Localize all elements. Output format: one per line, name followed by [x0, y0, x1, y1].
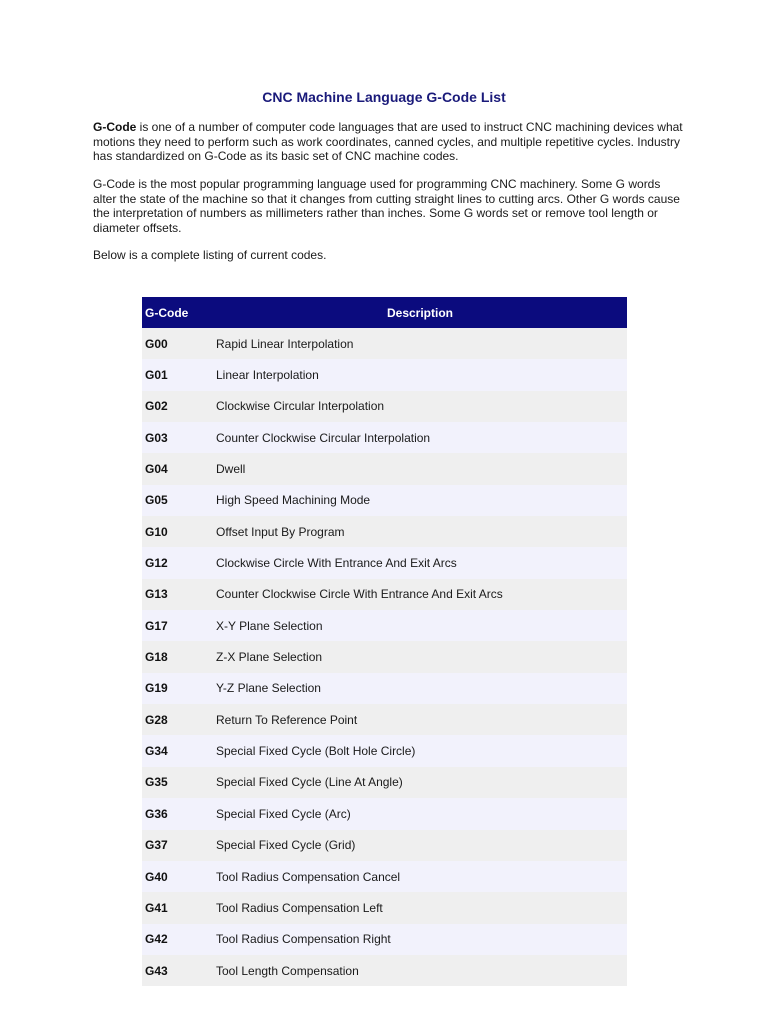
gcode-cell: G04: [145, 462, 168, 477]
intro-paragraph-listing-note: Below is a complete listing of current codes.: [93, 248, 327, 262]
description-cell: High Speed Machining Mode: [216, 493, 371, 508]
gcode-cell: G35: [145, 775, 168, 790]
gcode-cell: G03: [145, 430, 168, 445]
page-title: CNC Machine Language G-Code List: [262, 89, 506, 105]
description-cell: Tool Radius Compensation Right: [216, 932, 391, 947]
gcode-cell: G18: [145, 650, 168, 665]
description-cell: Clockwise Circular Interpolation: [216, 399, 385, 414]
table-row: [142, 328, 627, 359]
description-cell: Z-X Plane Selection: [216, 650, 323, 665]
gcode-cell: G34: [145, 744, 168, 759]
gcode-table: [142, 297, 627, 986]
table-row: [142, 516, 627, 547]
gcode-cell: G12: [145, 556, 168, 571]
description-cell: Return To Reference Point: [216, 712, 358, 727]
table-row: [142, 641, 627, 672]
intro-paragraph-definition-text: is one of a number of computer code languages that are used to instruct CNC machining devices what motions they need to perform such as work coordinates, canned cycles, and multiple repetitive cycles. Industry has standardized on G-Code as its basic set of CNC machine codes.: [93, 120, 683, 163]
table-row: [142, 453, 627, 484]
description-cell: Special Fixed Cycle (Bolt Hole Circle): [216, 744, 416, 759]
table-row: [142, 422, 627, 453]
intro-paragraph-usage: G-Code is the most popular programming language used for programming CNC machinery. Some G words alter the state of the machine so that it changes from cutting straight lines to cutting arcs. Other G words cause the interpretation of numbers as millimeters rather than inches. Some G words set or remove tool length or diameter offsets.: [93, 177, 680, 235]
gcode-term: G-Code: [93, 120, 137, 134]
table-row: [142, 892, 627, 923]
gcode-table-body: [142, 328, 627, 986]
gcode-cell: G05: [145, 493, 168, 508]
description-cell: Tool Length Compensation: [216, 963, 359, 978]
gcode-cell: G19: [145, 681, 168, 696]
intro-paragraph-definition: [93, 120, 683, 164]
table-row: [142, 767, 627, 798]
description-cell: Offset Input By Program: [216, 524, 345, 539]
gcode-cell: G01: [145, 368, 168, 383]
gcode-cell: G13: [145, 587, 168, 602]
gcode-cell: G00: [145, 336, 168, 351]
table-row: [142, 579, 627, 610]
gcode-cell: G02: [145, 399, 168, 414]
gcode-cell: G10: [145, 524, 168, 539]
gcode-cell: G41: [145, 900, 168, 915]
table-row: [142, 359, 627, 390]
description-cell: Y-Z Plane Selection: [216, 681, 321, 696]
description-cell: Special Fixed Cycle (Grid): [216, 838, 356, 853]
description-cell: Clockwise Circle With Entrance And Exit Arcs: [216, 556, 457, 571]
table-row: [142, 798, 627, 829]
gcode-cell: G28: [145, 712, 168, 727]
description-cell: Counter Clockwise Circle With Entrance And Exit Arcs: [216, 587, 503, 602]
table-row: [142, 735, 627, 766]
table-row: [142, 955, 627, 986]
table-row: [142, 391, 627, 422]
description-cell: Special Fixed Cycle (Arc): [216, 806, 351, 821]
table-row: [142, 924, 627, 955]
description-cell: Special Fixed Cycle (Line At Angle): [216, 775, 403, 790]
table-row: [142, 861, 627, 892]
header-description: Description: [386, 305, 453, 320]
description-cell: Linear Interpolation: [216, 368, 319, 383]
description-cell: Tool Radius Compensation Left: [216, 900, 383, 915]
gcode-cell: G36: [145, 806, 168, 821]
table-row: [142, 610, 627, 641]
table-row: [142, 673, 627, 704]
table-header-row: [142, 297, 627, 328]
header-gcode: G-Code: [145, 305, 189, 320]
gcode-cell: G42: [145, 932, 168, 947]
table-row: [142, 704, 627, 735]
table-row: [142, 547, 627, 578]
gcode-cell: G37: [145, 838, 168, 853]
description-cell: Counter Clockwise Circular Interpolation: [216, 430, 431, 445]
description-cell: Rapid Linear Interpolation: [216, 336, 354, 351]
description-cell: Dwell: [216, 462, 246, 477]
gcode-cell: G43: [145, 963, 168, 978]
description-cell: Tool Radius Compensation Cancel: [216, 869, 401, 884]
table-row: [142, 830, 627, 861]
table-row: [142, 485, 627, 516]
gcode-cell: G17: [145, 618, 168, 633]
description-cell: X-Y Plane Selection: [216, 618, 323, 633]
gcode-cell: G40: [145, 869, 168, 884]
